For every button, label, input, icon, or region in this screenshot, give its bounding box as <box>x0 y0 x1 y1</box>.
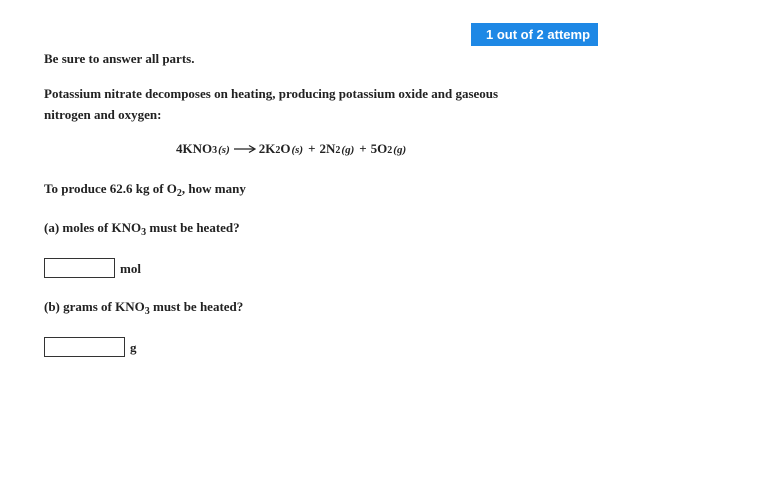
part-b-suffix: must be heated? <box>149 299 244 314</box>
question-subscript: 2 <box>176 188 182 199</box>
question-text <box>44 181 246 197</box>
plus-sign-1: + <box>308 141 316 156</box>
state-kno3: (s) <box>218 144 230 156</box>
attempt-counter-badge: 1 out of 2 attemp <box>471 23 598 46</box>
part-b-label <box>44 299 243 315</box>
grams-unit-label: g <box>130 340 137 355</box>
question-suffix: , how many <box>181 181 246 196</box>
moles-answer-input[interactable] <box>44 258 115 278</box>
part-a-subscript: 3 <box>141 227 147 238</box>
state-k2o: (s) <box>291 144 304 156</box>
product-k2o-tail: O <box>280 141 291 156</box>
product-k2o: K <box>265 141 276 156</box>
part-a-suffix: must be heated? <box>146 220 240 235</box>
part-b-subscript: 3 <box>144 306 150 317</box>
coef-n2: 2 <box>319 141 327 156</box>
part-a-label <box>44 220 240 236</box>
grams-answer-input[interactable] <box>44 337 125 357</box>
chemical-equation: 4 KNO 3 (s) 2 K 2 O (s) + 2 N 2 (g) + 5 O 2 (g) <box>176 141 407 156</box>
state-o2: (g) <box>393 144 407 156</box>
question-prefix: To produce 62.6 kg of O <box>44 181 177 196</box>
product-o2: O <box>377 141 388 156</box>
state-n2: (g) <box>341 144 355 156</box>
problem-text-line-1: Potassium nitrate decomposes on heating, producing potassium oxide and gaseous <box>44 86 499 101</box>
instructions-text: Be sure to answer all parts. <box>44 51 195 66</box>
moles-unit-label: mol <box>120 261 141 276</box>
reactant-kno3: KNO <box>182 141 213 156</box>
part-a-prefix: (a) moles of KNO <box>44 220 142 235</box>
product-n2: N <box>326 141 336 156</box>
problem-text-line-2: nitrogen and oxygen: <box>44 107 162 122</box>
coef-o2: 5 <box>370 141 378 156</box>
reaction-arrow-icon <box>234 144 256 154</box>
coef-kno3: 4 <box>176 141 183 156</box>
coef-k2o: 2 <box>258 141 266 156</box>
plus-sign-2: + <box>359 141 367 156</box>
part-b-prefix: (b) grams of KNO <box>44 299 145 314</box>
